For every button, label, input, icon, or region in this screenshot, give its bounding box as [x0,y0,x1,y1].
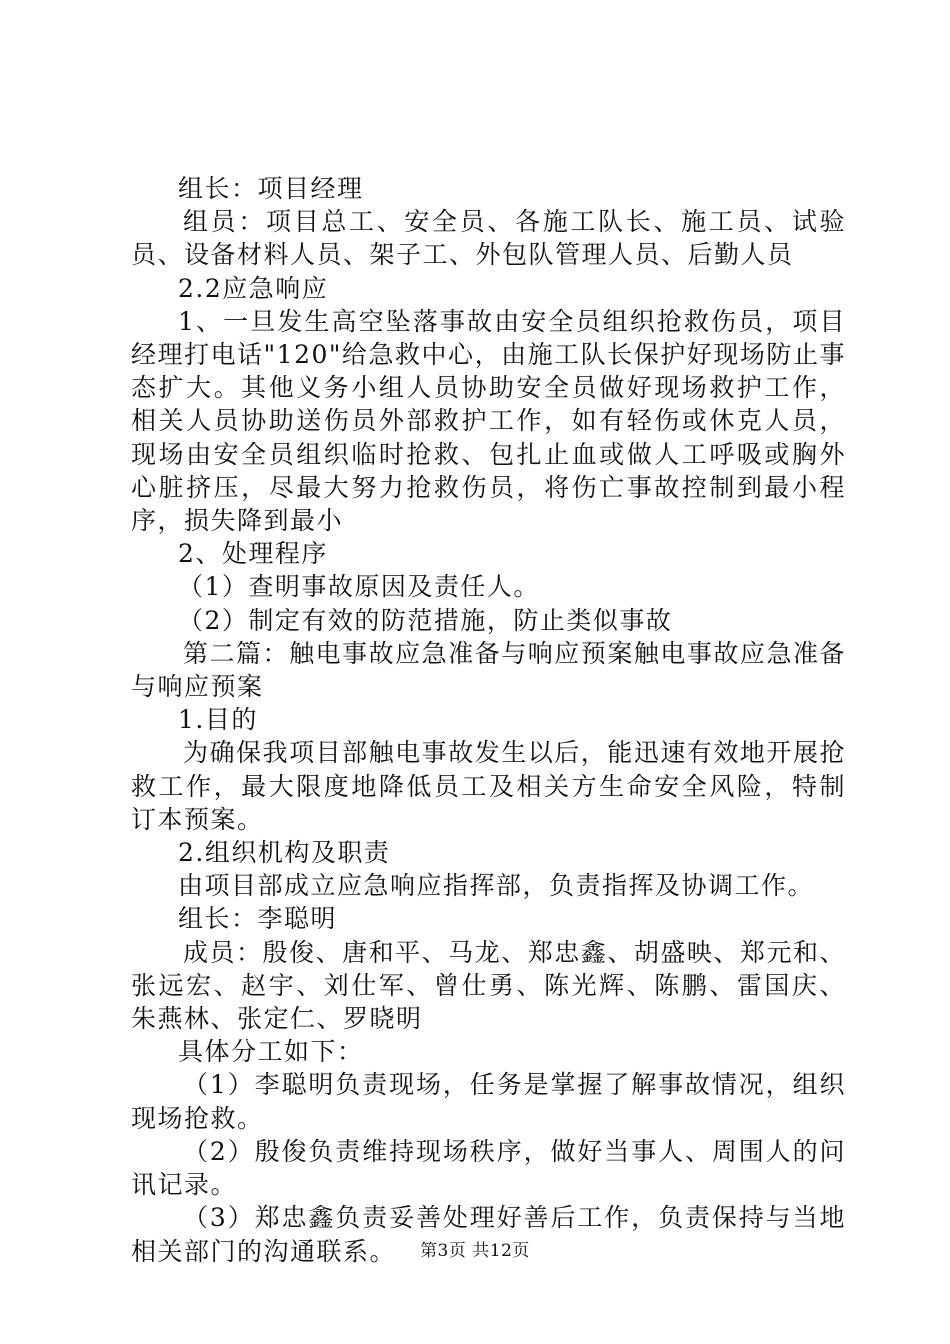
paragraph-division-of-labor: 具体分工如下： [178,1037,364,1067]
list-item-duty-1: （1）李聪明负责现场，任务是掌握了解事故情况，组织现场抢救。 [131,1070,846,1133]
paragraph-group-members: 成员：殷俊、唐和平、马龙、郑忠鑫、胡盛映、郑元和、张远宏、赵宇、刘仕军、曾仕勇、陈光辉、陈鹏、雷国庆、朱燕林、张定仁、罗晓明 [131,937,846,1034]
paragraph-command-center: 由项目部成立应急响应指挥部，负责指挥及协调工作。 [178,871,815,901]
section-heading-purpose: 1.目的 [178,705,258,735]
section-heading-organization: 2.组织机构及职责 [178,838,391,868]
list-item-duty-3: （3）郑忠鑫负责妥善处理好善后工作，负责保持与当地相关部门的沟通联系。 [131,1203,846,1266]
paragraph-purpose: 为确保我项目部触电事故发生以后，能迅速有效地开展抢救工作，最大限度地降低员工及相关方生命安全风险，特制订本预案。 [131,738,846,834]
list-item-procedure-1: （1）查明事故原因及责任人。 [178,572,540,602]
document-body [131,172,846,1268]
section-heading-procedure: 2、处理程序 [178,539,328,569]
paragraph-fall-accident: 1、一旦发生高空坠落事故由安全员组织抢救伤员，项目经理打电话"120"给急救中心，由施工队长保护好现场防止事态扩大。其他义务小组人员协助安全员做好现场救护工作，相关人员协助送伤员外部救护工作，如有轻伤或休克人员，现场由安全员组织临时抢救、包扎止血或做人工呼吸或胸外心脏挤压，尽最大努力抢救伤员，将伤亡事故控制到最小程序，损失降到最小 [131,306,846,536]
chapter-title-electric-shock: 第二篇：触电事故应急准备与响应预案触电事故应急准备与响应预案 [131,638,846,702]
paragraph-group-leader: 组长：李聪明 [178,904,338,934]
list-item-duty-2: （2）殷俊负责维持现场秩序，做好当事人、周围人的问讯记录。 [131,1136,846,1200]
paragraph-leader: 组长：项目经理 [178,174,364,203]
section-heading-emergency-response: 2.2应急响应 [178,273,329,303]
page-footer: 第3页 共12页 [420,1241,530,1261]
list-item-procedure-2: （2）制定有效的防范措施，防止类似事故 [178,605,673,635]
paragraph-members: 组员：项目总工、安全员、各施工队长、施工员、试验员、设备材料人员、架子工、外包队管理人员、后勤人员 [131,207,846,270]
